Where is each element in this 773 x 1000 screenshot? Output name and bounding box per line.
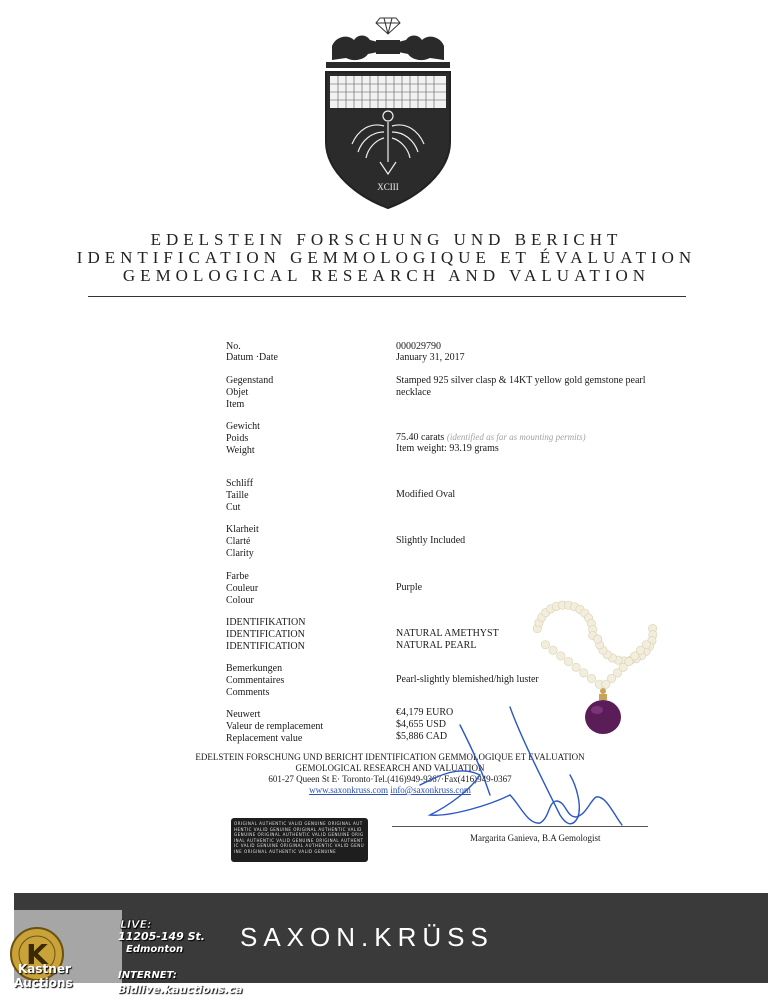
weight-note: (identified as far as mounting permits): [446, 432, 586, 442]
brand-name: SAXON.KRÜSS: [240, 922, 494, 952]
cut-value: Modified Oval: [396, 489, 456, 500]
crest-numeral: XCIII: [377, 182, 399, 192]
live-address: 11205-149 St.: [118, 930, 205, 943]
weight-carats: [396, 432, 586, 444]
weight-label-fr: Poids: [226, 433, 249, 444]
pearl: [587, 674, 595, 682]
value-usd: $4,655 USD: [396, 719, 447, 730]
cut-label-fr: Taille: [226, 490, 249, 501]
cut-label-de: Schliff: [226, 478, 254, 489]
clarity-label-fr: Clarté: [226, 536, 251, 547]
comments-value: Pearl-slightly blemished/high luster: [396, 674, 539, 685]
pearl: [572, 663, 580, 671]
value-label-en: Replacement value: [226, 733, 303, 744]
live-label: LIVE:: [120, 918, 152, 931]
value-label-fr: Valeur de remplacement: [226, 721, 324, 732]
title-divider: [88, 296, 686, 297]
value-euro: €4,179 EURO: [396, 707, 454, 718]
griffins-icon: [326, 36, 450, 69]
hologram-seal: [231, 818, 368, 862]
number-label: No.: [226, 341, 241, 352]
value-label-de: Neuwert: [226, 709, 261, 720]
comments-label-de: Bemerkungen: [226, 663, 283, 674]
colour-label-fr: Couleur: [226, 583, 259, 594]
item-label-de: Gegenstand: [226, 375, 274, 386]
pearl: [557, 652, 565, 660]
internet-label: INTERNET:: [118, 970, 177, 981]
colour-value: Purple: [396, 582, 423, 593]
crest-emblem: [318, 12, 458, 212]
identification-label-de: IDENTIFIKATION: [226, 617, 306, 628]
auction-name-line1: Kastner: [18, 962, 71, 976]
weight-carats-value: 75.40 carats: [396, 432, 445, 443]
report-number: 000029790: [396, 341, 441, 352]
date-label: Datum ·Date: [226, 352, 278, 363]
item-value-line1: Stamped 925 silver clasp & 14KT yellow gold gemstone pearl: [396, 375, 646, 386]
report-date: January 31, 2017: [396, 352, 465, 363]
clarity-value: Slightly Included: [396, 535, 466, 546]
pearl: [549, 646, 557, 654]
pearl: [594, 635, 602, 643]
pearl: [602, 680, 610, 688]
identification-label-en: IDENTIFICATION: [226, 641, 305, 652]
item-label-en: Item: [226, 399, 245, 410]
colour-label-en: Colour: [226, 595, 254, 606]
item-label-fr: Objet: [226, 387, 249, 398]
footer-company-line: EDELSTEIN FORSCHUNG UND BERICHT IDENTIFICATION GEMMOLOGIQUE ET EVALUATION: [195, 752, 585, 762]
identification-label-fr: IDENTIFICATION: [226, 629, 305, 640]
website-link[interactable]: www.saxonkruss.com: [309, 785, 389, 795]
cut-label-en: Cut: [226, 502, 241, 513]
email-link[interactable]: info@saxonkruss.com: [390, 785, 471, 795]
title-english: GEMOLOGICAL RESEARCH AND VALUATION: [122, 266, 651, 285]
diamond-icon: [376, 18, 400, 34]
footer-research-line: GEMOLOGICAL RESEARCH AND VALUATION: [295, 763, 485, 773]
pearl: [580, 669, 588, 677]
weight-grams: Item weight: 93.19 grams: [396, 443, 499, 454]
colour-label-de: Farbe: [226, 571, 249, 582]
title-french: IDENTIFICATION GEMMOLOGIQUE ET ÉVALUATION: [76, 248, 697, 267]
value-cad: $5,886 CAD: [396, 731, 448, 742]
live-city: Edmonton: [126, 944, 184, 955]
weight-label-de: Gewicht: [226, 421, 260, 432]
pearl: [541, 641, 549, 649]
hologram-text: ORIGINAL AUTHENTIC VALID GENUINE ORIGINAL AUTHENTIC VALID GENUINE ORIGINAL AUTHENTIC VALID GENUINE ORIGINAL AUTHENTIC VALID GENUINE ORIGINAL AUTHENTIC VALID GENUINE ORIGINAL AUTHENTIC VALID GENUINE ORIGINAL AUTHENTIC VALID GENUINE ORIGINAL AUTHENTIC VALID GENUINE: [234, 821, 365, 854]
footer-address: 601-27 Queen St E· Toronto·Tel.(416)949-9367·Fax(416)949-0367: [268, 774, 512, 784]
svg-text:K: K: [26, 938, 48, 971]
clarity-label-en: Clarity: [226, 548, 254, 559]
identification-value-2: NATURAL PEARL: [396, 640, 477, 651]
title-german: EDELSTEIN FORSCHUNG UND BERICHT: [150, 230, 623, 249]
identification-value-1: NATURAL AMETHYST: [396, 628, 499, 639]
pearl: [564, 657, 572, 665]
weight-label-en: Weight: [226, 445, 255, 456]
internet-url[interactable]: Bidlive.kauctions.ca: [118, 983, 243, 996]
comments-label-fr: Commentaires: [226, 675, 285, 686]
clarity-label-de: Klarheit: [226, 524, 259, 535]
signature-line: [392, 826, 648, 827]
item-value-line2: necklace: [396, 387, 431, 398]
auction-name-line2: Auctions: [14, 976, 73, 990]
gemologist-name: Margarita Ganieva, B.A Gemologist: [470, 833, 601, 843]
comments-label-en: Comments: [226, 687, 270, 698]
signature: [400, 705, 630, 835]
